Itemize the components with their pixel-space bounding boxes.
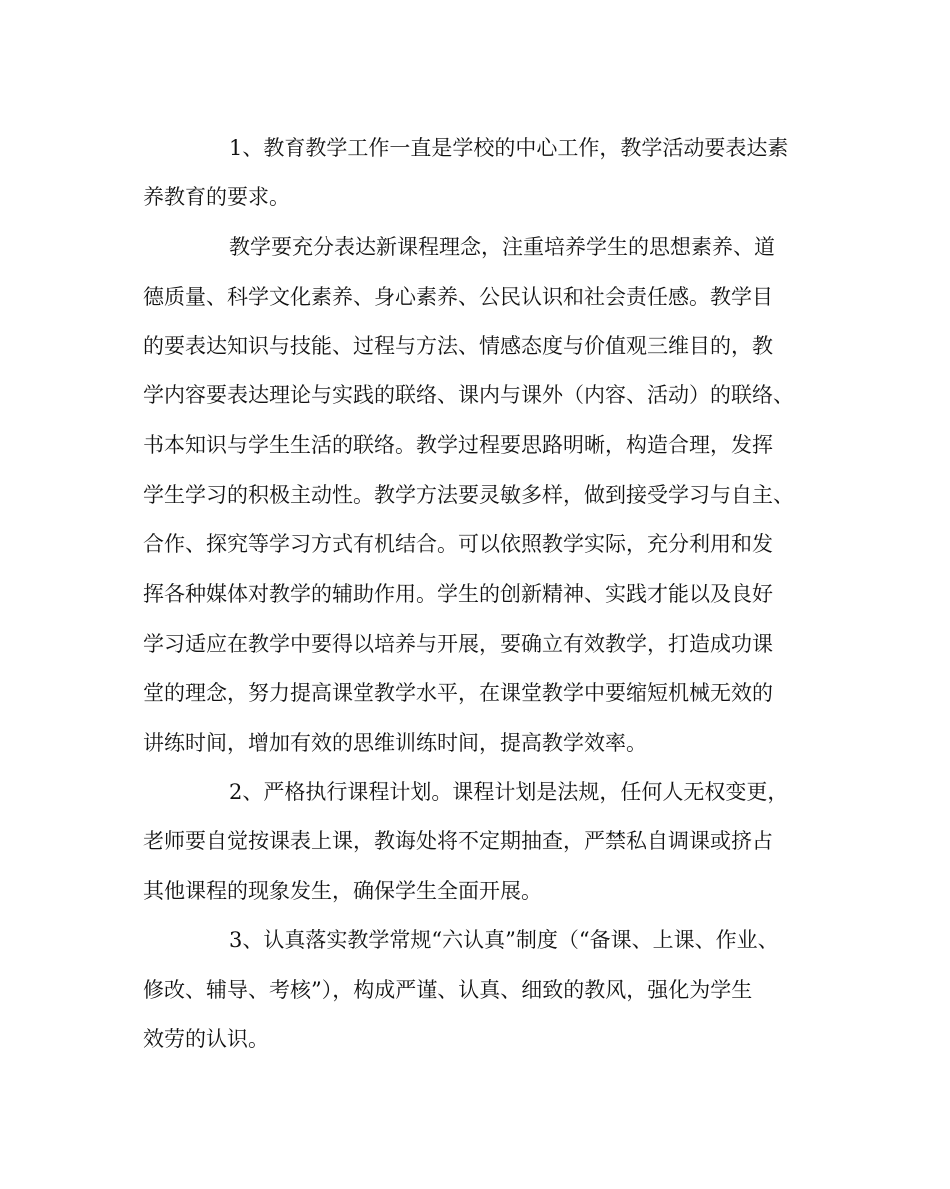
paragraph-3-line-3: 其他课程的现象发生，确保学生全面开展。 [143, 879, 542, 903]
paragraph-3-line-2: 老师要自觉按课表上课，教诲处将不定期抽查，严禁私自调课或挤占 [143, 829, 773, 853]
paragraph-1-line-2: 养教育的要求。 [143, 185, 290, 209]
paragraph-2-line-2: 德质量、科学文化素养、身心素养、公民认识和社会责任感。教学目 [143, 285, 773, 309]
paragraph-2-line-5: 书本知识与学生生活的联络。教学过程要思路明晰，构造合理，发挥 [143, 433, 773, 457]
paragraph-2-line-4: 学内容要表达理论与实践的联络、课内与课外（内容、活动）的联络、 [143, 383, 794, 407]
paragraph-2-line-9: 学习适应在教学中要得以培养与开展，要确立有效教学，打造成功课 [143, 632, 773, 656]
paragraph-4-line-3: 效劳的认识。 [143, 1027, 269, 1051]
paragraph-2-line-3: 的要表达知识与技能、过程与方法、情感态度与价值观三维目的，教 [143, 334, 773, 358]
paragraph-2-line-1: 教学要充分表达新课程理念，注重培养学生的思想素养、道 [229, 235, 775, 259]
paragraph-4-line-1: 3、认真落实教学常规“六认真”制度（“备课、上课、作业、 [229, 928, 779, 952]
paragraph-2-line-6: 学生学习的积极主动性。教学方法要灵敏多样，做到接受学习与自主、 [143, 483, 794, 507]
paragraph-2-line-7: 合作、探究等学习方式有机结合。可以依照教学实际，充分利用和发 [143, 532, 773, 556]
paragraph-3-line-1: 2、严格执行课程计划。课程计划是法规，任何人无权变更， [229, 780, 789, 804]
paragraph-2-line-11: 讲练时间，增加有效的思维训练时间，提高教学效率。 [143, 731, 647, 755]
paragraph-4-line-2: 修改、辅导、考核”），构成严谨、认真、细致的教风，强化为学生 [143, 978, 753, 1002]
paragraph-2-line-8: 挥各种媒体对教学的辅助作用。学生的创新精神、实践才能以及良好 [143, 582, 773, 606]
paragraph-1-line-1: 1、教育教学工作一直是学校的中心工作，教学活动要表达素 [229, 136, 789, 160]
paragraph-2-line-10: 堂的理念，努力提高课堂教学水平，在课堂教学中要缩短机械无效的 [143, 681, 773, 705]
